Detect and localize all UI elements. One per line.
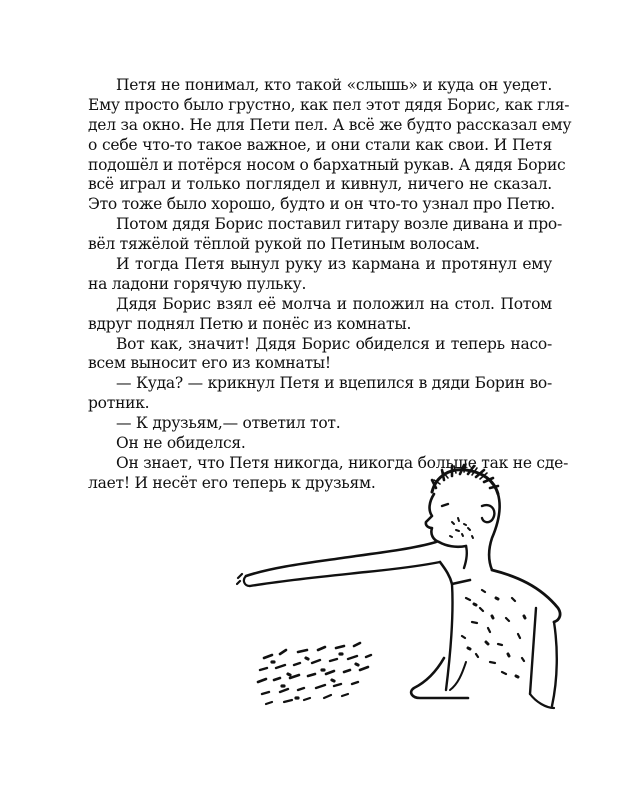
text-line: дел за окно. Не для Пети пел. А всё же будто рассказал ему: [88, 115, 572, 134]
text-line: И тогда Петя вынул руку из кармана и протянул ему: [116, 255, 552, 274]
text-line: Потом дядя Борис поставил гитару возле дивана и про-: [116, 215, 562, 234]
text-line: — Куда? — крикнул Петя и вцепился в дяди Борин во-: [116, 374, 552, 393]
story-text: [88, 76, 572, 494]
text-line: Дядя Борис взял её молча и положил на стол. Потом: [116, 294, 552, 313]
text-line: Он не обиделся.: [116, 434, 246, 453]
text-line: Вот как, значит! Дядя Борис обиделся и теперь насо-: [116, 334, 552, 353]
text-line: ротник.: [88, 394, 150, 413]
text-line: лает! И несёт его теперь к друзьям.: [88, 473, 376, 492]
boy-reaching-sketch-icon: [236, 458, 566, 728]
text-line: — К друзьям,— ответил тот.: [116, 414, 341, 433]
text-line: всем выносит его из комнаты!: [88, 354, 331, 373]
text-line: Он знает, что Петя никогда, никогда больше так не сде-: [116, 453, 569, 472]
text-line: Это тоже было хорошо, будто и он что-то узнал про Петю.: [88, 195, 555, 214]
text-line: Ему просто было грустно, как пел этот дядя Борис, как гля-: [88, 95, 570, 114]
text-line: о себе что-то такое важное, и они стали как свои. И Петя: [88, 135, 552, 154]
text-line: подошёл и потёрся носом о бархатный рукав. А дядя Борис: [88, 155, 566, 174]
text-line: вёл тяжёлой тёплой рукой по Петиным волосам.: [88, 235, 480, 254]
text-line: Петя не понимал, кто такой «слышь» и куда он уедет.: [116, 76, 552, 94]
text-line: всё играл и только поглядел и кивнул, ничего не сказал.: [88, 175, 552, 194]
text-line: вдруг поднял Петю и понёс из комнаты.: [88, 314, 412, 333]
text-line: на ладони горячую пульку.: [88, 274, 307, 293]
